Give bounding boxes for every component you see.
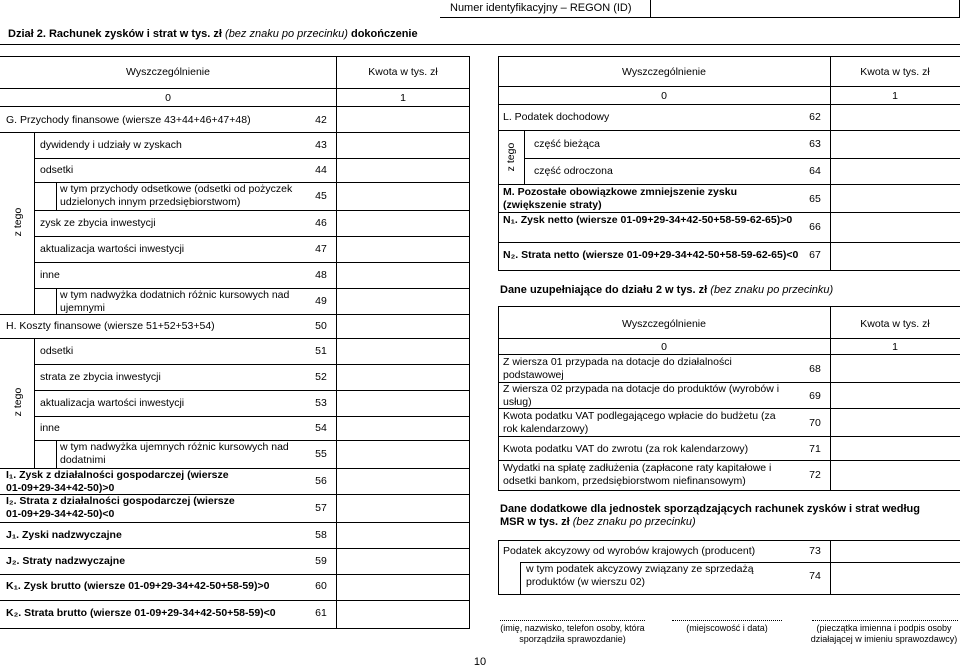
signature-caption-1: (imię, nazwisko, telefon osoby, która sporządziła sprawozdanie) xyxy=(500,623,645,644)
row-42-label: G. Przychody finansowe (wiersze 43+44+46+47+48) xyxy=(6,114,251,126)
row-58-num: 58 xyxy=(315,529,327,541)
signature-line-1[interactable] xyxy=(500,620,645,621)
signature-line-2[interactable] xyxy=(672,620,782,621)
row-55-num: 55 xyxy=(315,448,327,460)
row-46-num: 46 xyxy=(315,217,327,229)
regon-label: Numer identyfikacyjny – REGON (ID) xyxy=(450,2,632,14)
amount-field-51[interactable] xyxy=(337,339,469,364)
left-idx0: 0 xyxy=(165,92,171,104)
supp-col-amount: Kwota w tys. zł xyxy=(860,318,930,330)
amount-field-47[interactable] xyxy=(337,237,469,262)
amount-field-62[interactable] xyxy=(831,105,960,130)
row-47-num: 47 xyxy=(315,243,327,255)
row-67-num: 67 xyxy=(809,249,821,261)
section-title: Dział 2. Rachunek zysków i strat w tys. zł (bez znaku po przecinku) dokończenie xyxy=(8,28,418,40)
row-72-num: 72 xyxy=(809,469,821,481)
page-number: 10 xyxy=(473,656,487,668)
row-74-num: 74 xyxy=(809,570,821,582)
amount-field-60[interactable] xyxy=(337,575,469,600)
amount-field-48[interactable] xyxy=(337,263,469,288)
row-66-label: N₁. Zysk netto (wiersze 01-09+29-34+42-50+58-59-62-65)>0 xyxy=(503,214,793,226)
row-48-label: inne xyxy=(40,269,60,281)
amount-field-59[interactable] xyxy=(337,549,469,574)
row-53-label: aktualizacja wartości inwestycji xyxy=(40,397,185,409)
row-50-num: 50 xyxy=(315,320,327,332)
row-44-num: 44 xyxy=(315,164,327,176)
row-57-label: I₂. Strata z działalności gospodarczej (wiersze 01-09+29-34+42-50)<0 xyxy=(6,495,235,520)
left-z-tego-2: z tego xyxy=(12,387,24,417)
row-48-num: 48 xyxy=(315,269,327,281)
amount-field-63[interactable] xyxy=(831,131,960,158)
row-44-label: odsetki xyxy=(40,164,74,176)
row-63-label: część bieżąca xyxy=(534,138,600,150)
row-54-label: inne xyxy=(40,422,60,434)
row-55-label: w tym nadwyżka ujemnych różnic kursowych nad dodatnimi xyxy=(60,441,289,466)
amount-field-67[interactable] xyxy=(831,243,960,270)
amount-field-69[interactable] xyxy=(831,383,960,408)
row-62-num: 62 xyxy=(809,111,821,123)
right-idx0: 0 xyxy=(661,90,667,102)
row-43-num: 43 xyxy=(315,139,327,151)
row-67-label: N₂. Strata netto (wiersze 01-09+29-34+42-50+58-59-62-65)<0 xyxy=(503,249,799,261)
amount-field-68[interactable] xyxy=(831,355,960,382)
row-59-num: 59 xyxy=(315,555,327,567)
left-col-desc: Wyszczególnienie xyxy=(126,66,210,78)
row-49-num: 49 xyxy=(315,295,327,307)
amount-field-53[interactable] xyxy=(337,391,469,416)
row-71-num: 71 xyxy=(809,443,821,455)
row-52-num: 52 xyxy=(315,371,327,383)
right-z-tego: z tego xyxy=(505,142,517,172)
row-70-num: 70 xyxy=(809,417,821,429)
amount-field-57[interactable] xyxy=(337,495,469,522)
row-50-label: H. Koszty finansowe (wiersze 51+52+53+54) xyxy=(6,320,215,332)
amount-field-74[interactable] xyxy=(831,563,960,594)
row-60-label: K₁. Zysk brutto (wiersze 01-09+29-34+42-50+58-59)>0 xyxy=(6,580,270,592)
row-74-label: w tym podatek akcyzowy związany ze sprzedażą produktów (w wierszu 02) xyxy=(526,563,754,588)
left-col-amount: Kwota w tys. zł xyxy=(368,66,438,78)
amount-field-46[interactable] xyxy=(337,211,469,236)
amount-field-56[interactable] xyxy=(337,469,469,494)
row-64-label: część odroczona xyxy=(534,165,613,177)
row-62-label: L. Podatek dochodowy xyxy=(503,111,610,123)
row-68-num: 68 xyxy=(809,363,821,375)
amount-field-70[interactable] xyxy=(831,409,960,436)
row-73-num: 73 xyxy=(809,545,821,557)
amount-field-44[interactable] xyxy=(337,159,469,182)
row-57-num: 57 xyxy=(315,502,327,514)
row-70-label: Kwota podatku VAT podlegającego wpłacie do budżetu (za rok kalendarzowy) xyxy=(503,410,776,435)
row-64-num: 64 xyxy=(809,165,821,177)
left-z-tego-1: z tego xyxy=(12,207,24,237)
msr-title: Dane dodatkowe dla jednostek sporządzających rachunek zysków i strat według MSR w tys. zł (bez znaku po przecinku) xyxy=(500,503,920,528)
right-idx1: 1 xyxy=(892,90,898,102)
amount-field-42[interactable] xyxy=(337,107,469,132)
row-61-label: K₂. Strata brutto (wiersze 01-09+29-34+42-50+58-59)<0 xyxy=(6,607,276,619)
row-46-label: zysk ze zbycia inwestycji xyxy=(40,217,156,229)
right-col-amount: Kwota w tys. zł xyxy=(860,66,930,78)
amount-field-54[interactable] xyxy=(337,417,469,440)
signature-caption-3: (pieczątka imienna i podpis osoby działającej w imieniu sprawozdawcy) xyxy=(810,623,958,644)
amount-field-73[interactable] xyxy=(831,541,960,562)
row-61-num: 61 xyxy=(315,607,327,619)
supp-idx0: 0 xyxy=(661,341,667,353)
amount-field-43[interactable] xyxy=(337,133,469,158)
row-73-label: Podatek akcyzowy od wyrobów krajowych (producent) xyxy=(503,545,756,557)
amount-field-71[interactable] xyxy=(831,437,960,460)
row-69-label: Z wiersza 02 przypada na dotacje do produktów (wyrobów i usług) xyxy=(503,383,780,408)
amount-field-66[interactable] xyxy=(831,213,960,242)
amount-field-52[interactable] xyxy=(337,365,469,390)
supp-idx1: 1 xyxy=(892,341,898,353)
amount-field-58[interactable] xyxy=(337,523,469,548)
row-54-num: 54 xyxy=(315,422,327,434)
amount-field-49[interactable] xyxy=(337,289,469,314)
amount-field-55[interactable] xyxy=(337,441,469,468)
row-51-num: 51 xyxy=(315,345,327,357)
row-58-label: J₁. Zyski nadzwyczajne xyxy=(6,529,122,541)
right-col-desc: Wyszczególnienie xyxy=(622,66,706,78)
row-45-label: w tym przychody odsetkowe (odsetki od pożyczek udzielonych innym przedsiębiorstwom) xyxy=(60,183,293,208)
row-59-label: J₂. Straty nadzwyczajne xyxy=(6,555,126,567)
row-63-num: 63 xyxy=(809,138,821,150)
row-56-num: 56 xyxy=(315,475,327,487)
row-56-label: I₁. Zysk z działalności gospodarczej (wiersze 01-09+29-34+42-50)>0 xyxy=(6,469,229,494)
regon-field[interactable] xyxy=(650,0,960,18)
signature-line-3[interactable] xyxy=(812,620,958,621)
row-71-label: Kwota podatku VAT do zwrotu (za rok kalendarzowy) xyxy=(503,443,749,455)
row-66-num: 66 xyxy=(809,221,821,233)
row-51-label: odsetki xyxy=(40,345,74,357)
row-45-num: 45 xyxy=(315,190,327,202)
supp-title: Dane uzupełniające do działu 2 w tys. zł (bez znaku po przecinku) xyxy=(500,284,834,296)
signature-caption-2: (miejscowość i data) xyxy=(686,623,768,633)
supp-col-desc: Wyszczególnienie xyxy=(622,318,706,330)
row-47-label: aktualizacja wartości inwestycji xyxy=(40,243,185,255)
amount-field-61[interactable] xyxy=(337,601,469,628)
amount-field-72[interactable] xyxy=(831,461,960,490)
row-68-label: Z wiersza 01 przypada na dotacje do działalności podstawowej xyxy=(503,356,732,381)
amount-field-64[interactable] xyxy=(831,159,960,184)
amount-field-45[interactable] xyxy=(337,183,469,210)
row-60-num: 60 xyxy=(315,580,327,592)
left-idx1: 1 xyxy=(400,92,406,104)
row-72-label: Wydatki na spłatę zadłużenia (zapłacone raty kapitałowe i odsetki bankom, przedsiębiorstwom niefinansowym) xyxy=(503,462,772,487)
row-42-num: 42 xyxy=(315,114,327,126)
amount-field-65[interactable] xyxy=(831,185,960,212)
row-49-label: w tym nadwyżka dodatnich różnic kursowych nad ujemnymi xyxy=(60,289,290,314)
row-43-label: dywidendy i udziały w zyskach xyxy=(40,139,182,151)
amount-field-50[interactable] xyxy=(337,315,469,338)
row-52-label: strata ze zbycia inwestycji xyxy=(40,371,161,383)
row-53-num: 53 xyxy=(315,397,327,409)
row-65-num: 65 xyxy=(809,193,821,205)
row-65-label: M. Pozostałe obowiązkowe zmniejszenie zysku (zwiększenie straty) xyxy=(503,186,737,211)
row-69-num: 69 xyxy=(809,390,821,402)
